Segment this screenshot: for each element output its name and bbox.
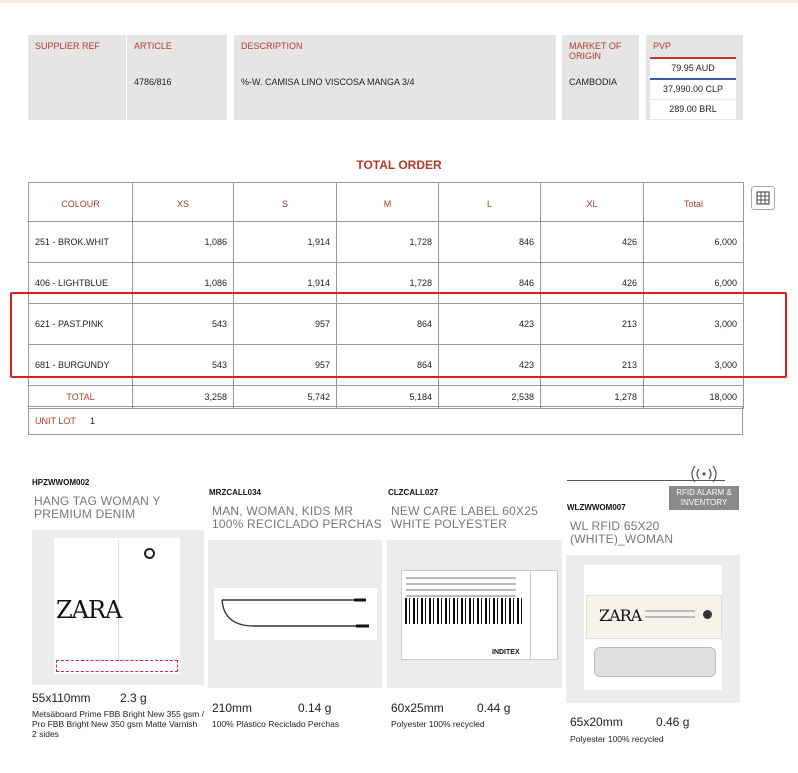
col-header: L xyxy=(439,183,541,222)
table-cell: 1,086 xyxy=(133,222,234,263)
table-header-row xyxy=(29,183,744,222)
description-value: %-W. CAMISA LINO VISCOSA MANGA 3/4 xyxy=(241,77,415,87)
table-cell: 251 - BROK.WHIT xyxy=(29,222,133,263)
supplier-ref-label: SUPPLIER REF xyxy=(35,41,101,51)
total-cell: 5,184 xyxy=(337,386,439,409)
total-cell: 1,278 xyxy=(541,386,644,409)
unit-lot-value: 1 xyxy=(90,416,96,426)
table-cell: 1,914 xyxy=(234,263,337,304)
article-label: ARTICLE xyxy=(134,41,172,51)
product-weight: 2.3 g xyxy=(120,691,147,705)
hanger-image xyxy=(214,588,377,640)
table-cell: 957 xyxy=(234,304,337,345)
table-cell: 1,914 xyxy=(234,222,337,263)
product-material: Metsäboard Prime FBB Bright New 355 gsm / Pro FBB Bright New 350 gsm Matte Varnish 2 sides xyxy=(32,709,204,739)
col-header: COLOUR xyxy=(29,183,133,222)
table-cell: 423 xyxy=(439,345,541,386)
article-cell xyxy=(127,35,227,120)
product-code: CLZCALL027 xyxy=(388,488,439,497)
table-cell: 406 - LIGHTBLUE xyxy=(29,263,133,304)
hang-tag-image xyxy=(54,538,180,674)
table-cell: 1,728 xyxy=(337,263,439,304)
product-image xyxy=(32,530,204,685)
rfid-badge: RFID ALARM & INVENTORY xyxy=(669,486,739,510)
supplier-ref-cell xyxy=(28,35,126,120)
pvp-label: PVP xyxy=(653,41,672,51)
table-cell: 6,000 xyxy=(644,263,744,304)
col-header: XL xyxy=(541,183,644,222)
product-image xyxy=(387,540,562,688)
product-image xyxy=(208,540,382,688)
table-cell: 621 - PAST.PINK xyxy=(29,304,133,345)
col-header: M xyxy=(337,183,439,222)
origin-value: CAMBODIA xyxy=(569,77,618,87)
total-cell: 2,538 xyxy=(439,386,541,409)
table-cell: 864 xyxy=(337,304,439,345)
description-label: DESCRIPTION xyxy=(241,41,303,51)
total-order-title: TOTAL ORDER xyxy=(356,158,442,172)
total-cell: 5,742 xyxy=(234,386,337,409)
product-material: Polyester 100% recycled xyxy=(570,734,664,744)
total-cell: 3,258 xyxy=(133,386,234,409)
product-material: Polyester 100% recycled xyxy=(391,719,485,729)
table-cell: 846 xyxy=(439,263,541,304)
table-view-icon[interactable] xyxy=(751,186,775,210)
origin-cell xyxy=(562,35,639,120)
product-weight: 0.14 g xyxy=(298,701,332,715)
pvp-clp: 37,990.00 CLP xyxy=(650,80,736,99)
table-cell: 423 xyxy=(439,304,541,345)
table-cell: 3,000 xyxy=(644,304,744,345)
unit-lot-label: UNIT LOT xyxy=(35,416,76,426)
product-dimension: 55x110mm xyxy=(32,691,91,705)
zara-logo: ZARA xyxy=(599,606,642,625)
col-header: XS xyxy=(133,183,234,222)
product-image xyxy=(566,555,740,703)
rfid-label-image xyxy=(584,565,722,690)
rfid-signal-icon xyxy=(691,465,717,488)
col-header: Total xyxy=(644,183,744,222)
pvp-cell xyxy=(646,35,743,120)
table-cell: 543 xyxy=(133,304,234,345)
col-header: S xyxy=(234,183,337,222)
total-cell: 18,000 xyxy=(644,386,744,409)
product-name: NEW CARE LABEL 60X25 WHITE POLYESTER xyxy=(391,504,538,531)
table-cell: 213 xyxy=(541,304,644,345)
table-row xyxy=(29,222,744,263)
table-cell: 846 xyxy=(439,222,541,263)
table-cell: 1,086 xyxy=(133,263,234,304)
product-dimension: 65x20mm xyxy=(570,715,623,729)
table-cell: 426 xyxy=(541,222,644,263)
inditex-brand: INDITEX xyxy=(492,649,520,656)
product-code: MRZCALL034 xyxy=(209,488,262,497)
table-cell: 6,000 xyxy=(644,222,744,263)
total-label: TOTAL xyxy=(29,386,133,409)
description-cell xyxy=(234,35,556,120)
pvp-aud: 79.95 AUD xyxy=(650,59,736,78)
article-value: 4786/816 xyxy=(134,77,172,87)
product-name: MAN, WOMAN, KIDS MR 100% RECICLADO PERCHAS xyxy=(212,504,382,531)
table-cell: 957 xyxy=(234,345,337,386)
origin-label: MARKET OF ORIGIN xyxy=(569,41,622,61)
highlight-box xyxy=(10,292,787,378)
barcode-image xyxy=(405,598,525,624)
unit-lot-box xyxy=(28,406,743,435)
product-code: WLZWWOM007 xyxy=(567,503,626,512)
table-cell: 426 xyxy=(541,263,644,304)
table-cell: 1,728 xyxy=(337,222,439,263)
product-name: WL RFID 65X20 (WHITE)_WOMAN xyxy=(570,519,674,546)
product-material: 100% Plástico Reciclado Perchas xyxy=(212,719,340,729)
product-dimension: 210mm xyxy=(212,701,253,715)
top-accent-line xyxy=(0,0,798,3)
product-code: HPZWWOM002 xyxy=(32,478,90,487)
table-cell: 681 - BURGUNDY xyxy=(29,345,133,386)
table-cell: 213 xyxy=(541,345,644,386)
zara-logo: ZARA xyxy=(56,596,122,624)
product-name: HANG TAG WOMAN Y PREMIUM DENIM xyxy=(34,494,161,521)
product-weight: 0.46 g xyxy=(656,715,690,729)
product-dimension: 60x25mm xyxy=(391,701,444,715)
pvp-brl: 289.00 BRL xyxy=(650,100,736,119)
table-cell: 3,000 xyxy=(644,345,744,386)
product-weight: 0.44 g xyxy=(477,701,511,715)
table-cell: 864 xyxy=(337,345,439,386)
table-cell: 543 xyxy=(133,345,234,386)
